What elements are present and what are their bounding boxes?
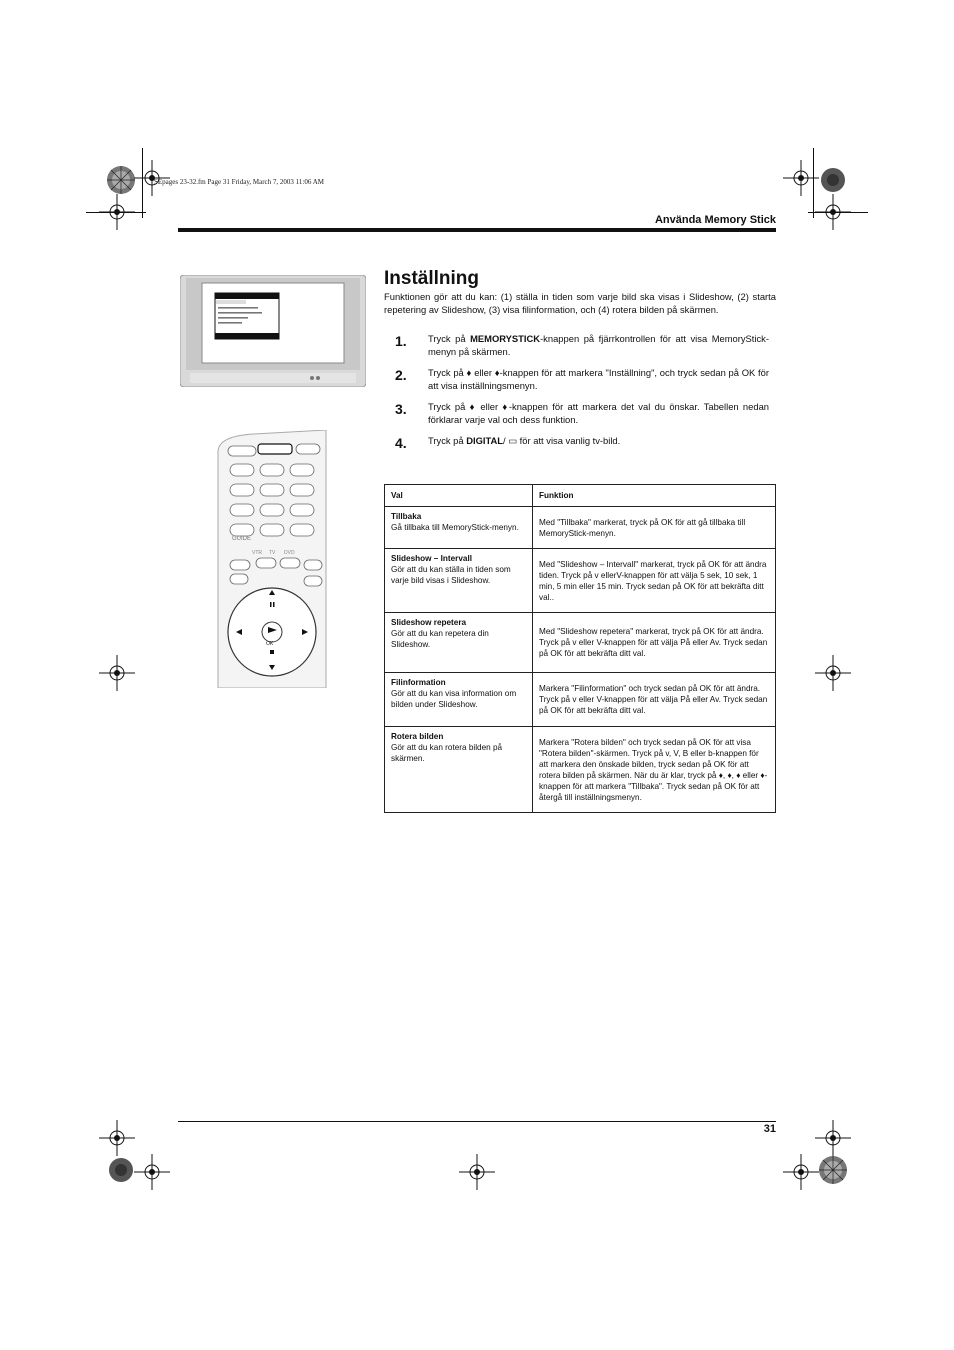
table-row bbox=[385, 613, 776, 673]
table-cell: Tillbaka Gå tillbaka till MemoryStick-menyn. bbox=[385, 507, 533, 549]
crosshair-mark-icon bbox=[97, 653, 137, 693]
section-header: Använda Memory Stick bbox=[654, 214, 776, 226]
crop-line bbox=[808, 212, 868, 213]
step-text: Tryck på ♦ eller ♦-knappen för att markera det val du önskar. Tabellen nedan förklarar varje val och dess funktion. bbox=[428, 401, 769, 425]
table-header-cell: Funktion bbox=[533, 485, 776, 507]
registration-mark-icon bbox=[813, 1150, 853, 1190]
table-cell: Med "Tillbaka" markerat, tryck på OK för att gå tillbaka till MemoryStick-menyn. bbox=[533, 507, 776, 549]
table-row bbox=[385, 673, 776, 727]
table-cell: Markera "Filinformation" och tryck sedan på OK för att ändra. Tryck på v eller V-knappen för att välja På eller Av. Tryck sedan på OK för att bekräfta ditt val. bbox=[533, 673, 776, 727]
tv-label: TV bbox=[269, 550, 276, 556]
table-cell: Filinformation Gör att du kan visa information om bilden under Slideshow. bbox=[385, 673, 533, 727]
footer-rule bbox=[178, 1121, 776, 1122]
tv-illustration bbox=[180, 275, 366, 392]
dvd-label: DVD bbox=[284, 550, 295, 556]
crosshair-mark-icon bbox=[457, 1152, 497, 1192]
guide-label: GUIDE bbox=[232, 536, 252, 542]
page-title: Inställning bbox=[384, 268, 479, 289]
step-text: Tryck på ♦ eller ♦-knappen för att markera "Inställning", och tryck sedan på OK för att visa inställningsmenyn. bbox=[428, 367, 769, 391]
table-cell: Markera "Rotera bilden" och tryck sedan på OK för att visa "Rotera bilden"-skärmen. Tryck på v, V, B eller b-knappen för att markera den önskade bilden, tryck sedan på OK för att rotera bilden på skärmen. När du är klar, tryck på ♦, ♦, ♦ eller ♦-knappen för att markera "Tillbaka". Tryck sedan på OK för att återgå till inställningsmenyn. bbox=[533, 727, 776, 813]
table-cell: Slideshow – Intervall Gör att du kan ställa in tiden som varje bild visas i Slideshow. bbox=[385, 549, 533, 613]
crosshair-mark-icon bbox=[813, 653, 853, 693]
table-row bbox=[385, 727, 776, 813]
step-number: 3. bbox=[395, 401, 407, 417]
header-rule bbox=[178, 228, 776, 232]
function-table bbox=[384, 484, 776, 813]
table-header-cell: Val bbox=[385, 485, 533, 507]
table-cell: Slideshow repetera Gör att du kan repetera din Slideshow. bbox=[385, 613, 533, 673]
table-cell: Med "Slideshow – Intervall" markerat, tryck på OK för att ändra tiden. Tryck på v ellerV-knappen för att välja 5 sek, 10 sek, 1 min, 5 min eller 15 min. Tryck sedan på OK för att bekräfta ditt val.. bbox=[533, 549, 776, 613]
step-number: 4. bbox=[395, 435, 407, 451]
remote-control-illustration bbox=[214, 430, 330, 693]
step-number: 1. bbox=[395, 333, 407, 349]
crop-line bbox=[86, 212, 146, 213]
table-cell: Rotera bilden Gör att du kan rotera bilden på skärmen. bbox=[385, 727, 533, 813]
vcr-label: VTR bbox=[252, 550, 262, 556]
table-row bbox=[385, 507, 776, 549]
page-number: 31 bbox=[763, 1123, 776, 1135]
crosshair-mark-icon bbox=[132, 1152, 172, 1192]
ok-label: OK bbox=[266, 641, 274, 647]
table-row bbox=[385, 549, 776, 613]
step-number: 2. bbox=[395, 367, 407, 383]
file-meta: SEpages 23-32.fm Page 31 Friday, March 7, 2003 11:06 AM bbox=[154, 178, 324, 186]
table-header-row bbox=[385, 485, 776, 507]
crop-line bbox=[142, 148, 143, 218]
step-text: Tryck på DIGITAL/ ▭ för att visa vanlig tv-bild. bbox=[428, 435, 621, 446]
step-text: Tryck på MEMORYSTICK-knappen på fjärrkontrollen för att visa MemoryStick-menyn på skärmen. bbox=[428, 333, 769, 357]
crop-line bbox=[813, 148, 814, 218]
intro-paragraph: Funktionen gör att du kan: (1) ställa in tiden som varje bild ska visas i Slideshow, (2) starta repetering av Slideshow, (3) visa filinformation, och (4) rotera bilden på skärmen. bbox=[384, 291, 776, 315]
table-cell: Med "Slideshow repetera" markerat, tryck på OK för att ändra. Tryck på v eller V-knappen för att välja På eller Av. Tryck sedan på OK för att bekräfta ditt val. bbox=[533, 613, 776, 673]
